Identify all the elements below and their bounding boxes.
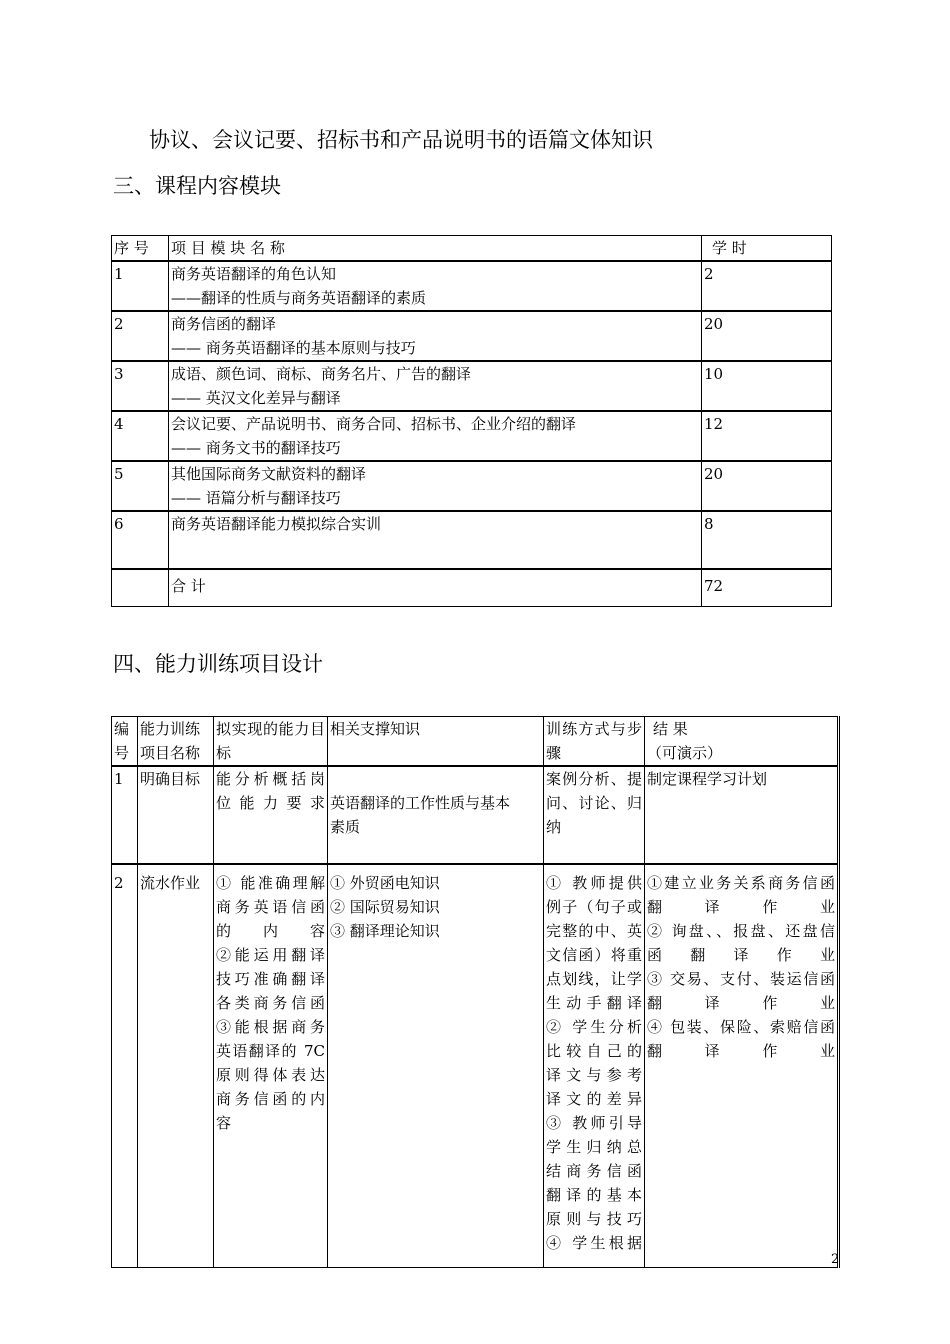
cell-line: ③能根据商务 <box>216 1018 325 1036</box>
table-row <box>112 411 832 461</box>
cell-line: ① 教师提供 <box>546 874 642 892</box>
cell-line: ① 外贸函电知识 <box>330 874 440 892</box>
cell-line: 原则得体表达 <box>216 1066 325 1084</box>
header-result: 结 果 （可演示） <box>645 717 839 767</box>
row-no: 1 <box>112 766 138 864</box>
cell-line: 译文与参考 <box>546 1066 642 1084</box>
header-no: 编号 <box>112 717 138 767</box>
total-row <box>112 569 832 607</box>
row-no: 4 <box>112 411 169 461</box>
row-hours: 20 <box>702 311 832 361</box>
row-method <box>544 766 645 864</box>
section-3-title: 三、课程内容模块 <box>113 174 281 198</box>
cell-line: 英语翻译的工作性质与基本 <box>330 794 511 812</box>
row-name: 其他国际商务文献资料的翻译 —— 语篇分析与翻译技巧 <box>169 461 702 511</box>
cell-line: 比较自己的 <box>546 1042 642 1060</box>
cell-line: ①建立业务关系商务信函 <box>647 874 835 892</box>
row-name: 商务英语翻译的角色认知 ——翻译的性质与商务英语翻译的素质 <box>169 261 702 311</box>
table-row <box>112 511 832 569</box>
cell-line: 函翻译作业 <box>647 946 835 964</box>
cell-line: 翻译作业 <box>647 1042 835 1060</box>
row-hours: 12 <box>702 411 832 461</box>
cell-line: 案例分析、提 <box>546 770 642 788</box>
row-hours: 8 <box>702 511 832 569</box>
cell-line: 英语翻译的 7C <box>216 1042 325 1060</box>
cell-line: 商务信函的内 <box>216 1090 325 1108</box>
header-method: 训练方式与步骤 <box>544 717 645 767</box>
table-header-row <box>112 717 839 767</box>
row-goal <box>214 766 328 864</box>
cell-line: 译文的差异 <box>546 1090 642 1108</box>
intro-line: 协议、会议记要、招标书和产品说明书的语篇文体知识 <box>149 128 653 152</box>
cell-line: 翻译作业 <box>647 994 835 1012</box>
cell-line: 商务英语信函 <box>216 898 325 916</box>
total-label: 合 计 <box>169 569 702 607</box>
row-no: 5 <box>112 461 169 511</box>
header-project: 能力训练项目名称 <box>138 717 214 767</box>
total-empty <box>112 569 169 607</box>
cell-line: 能分析概括岗 <box>216 770 325 788</box>
row-hours: 2 <box>702 261 832 311</box>
row-no: 2 <box>112 311 169 361</box>
cell-line: ④ 学生根据 <box>546 1234 642 1252</box>
row-name: 商务英语翻译能力模拟综合实训 <box>169 511 702 569</box>
cell-line: 问、讨论、归 <box>546 794 642 812</box>
row-no: 6 <box>112 511 169 569</box>
cell-line: 的内容 <box>216 922 325 940</box>
total-hours: 72 <box>702 569 832 607</box>
cell-line: 原则与技巧 <box>546 1210 642 1228</box>
row-name: 成语、颜色词、商标、商务名片、广告的翻译 —— 英汉文化差异与翻译 <box>169 361 702 411</box>
row-method <box>544 864 645 1268</box>
row-result <box>645 864 839 1268</box>
header-name: 项 目 模 块 名 称 <box>169 236 702 262</box>
cell-line: 结商务信函 <box>546 1162 642 1180</box>
row-no: 2 <box>112 864 138 1268</box>
table-row <box>112 766 839 864</box>
cell-line: 位能力要求 <box>216 794 325 812</box>
cell-line: 素质 <box>330 818 361 836</box>
cell-line: ③ 翻译理论知识 <box>330 922 440 940</box>
cell-line: ②能运用翻译 <box>216 946 325 964</box>
page-number: 2 <box>831 1252 840 1267</box>
row-hours: 10 <box>702 361 832 411</box>
cell-line: 生动手翻译 <box>546 994 642 1012</box>
row-result <box>645 766 839 864</box>
row-no: 3 <box>112 361 169 411</box>
row-hours: 20 <box>702 461 832 511</box>
cell-line: 各类商务信函 <box>216 994 325 1012</box>
row-knowledge <box>328 766 544 864</box>
cell-line: 翻译的基本 <box>546 1186 642 1204</box>
training-projects-table <box>111 716 840 1268</box>
header-no: 序 号 <box>112 236 169 262</box>
table-row <box>112 311 832 361</box>
cell-line: ③ 教师引导 <box>546 1114 642 1132</box>
cell-line: 制定课程学习计划 <box>647 770 768 788</box>
cell-line: 容 <box>216 1114 232 1132</box>
cell-line: 纳 <box>546 818 562 836</box>
table-row <box>112 461 832 511</box>
cell-line: 学生归纳总 <box>546 1138 642 1156</box>
row-name: 会议记要、产品说明书、商务合同、招标书、企业介绍的翻译 —— 商务文书的翻译技巧 <box>169 411 702 461</box>
cell-line: ① 能准确理解 <box>216 874 325 892</box>
table-header-row <box>112 236 832 262</box>
row-no: 1 <box>112 261 169 311</box>
cell-line: ③ 交易、支付、装运信函 <box>647 970 835 988</box>
cell-line: ④ 包装、保险、索赔信函 <box>647 1018 835 1036</box>
cell-line: ② 国际贸易知识 <box>330 898 440 916</box>
header-knowledge: 相关支撑知识 <box>328 717 544 767</box>
cell-line: 技巧准确翻译 <box>216 970 325 988</box>
row-name: 商务信函的翻译 —— 商务英语翻译的基本原则与技巧 <box>169 311 702 361</box>
row-project: 明确目标 <box>138 766 214 864</box>
header-hours: 学 时 <box>702 236 832 262</box>
cell-line: ② 询盘、、报盘、还盘信 <box>647 922 835 940</box>
header-goal: 拟实现的能力目标 <box>214 717 328 767</box>
cell-line: 翻译作业 <box>647 898 835 916</box>
table-row <box>112 864 839 1268</box>
row-project: 流水作业 <box>138 864 214 1268</box>
cell-line: 例子（句子或 <box>546 898 642 916</box>
cell-line: 点划线，让学 <box>546 970 642 988</box>
cell-line: ② 学生分析 <box>546 1018 642 1036</box>
section-4-title: 四、能力训练项目设计 <box>113 652 323 676</box>
row-knowledge <box>328 864 544 1268</box>
table-row <box>112 261 832 311</box>
table-row <box>112 361 832 411</box>
cell-line: 文信函）将重 <box>546 946 642 964</box>
row-goal <box>214 864 328 1268</box>
course-modules-table <box>111 235 832 607</box>
cell-line: 完整的中、英 <box>546 922 642 940</box>
